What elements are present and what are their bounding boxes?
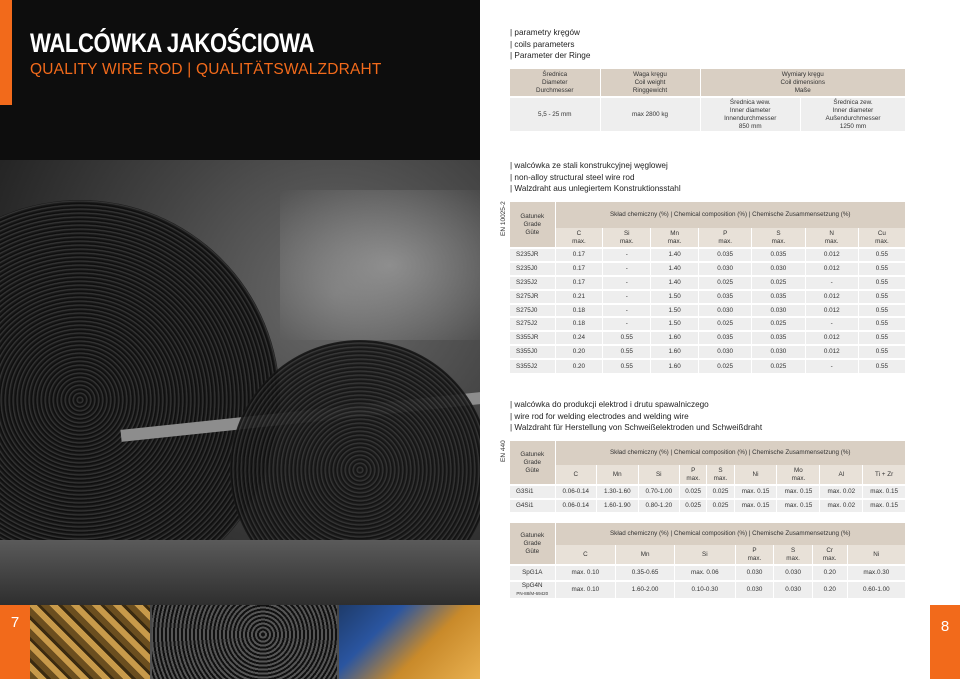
grade-cell: S275JR [510, 290, 555, 304]
outer-diameter: Średnica zew. Inner diameter Außendurchmesser 1250 mm [800, 97, 905, 131]
table-cell: 0.035 [699, 248, 752, 262]
title-panel [0, 0, 480, 160]
table-cell: 0.24 [555, 331, 603, 345]
table-cell: 0.025 [752, 317, 805, 331]
table-cell: 0.035 [752, 290, 805, 304]
column-header: Mn [597, 465, 639, 485]
table-cell: 0.17 [555, 262, 603, 276]
weight-value: max 2800 kg [600, 97, 700, 131]
column-header: P max. [680, 465, 707, 485]
table-cell: 0.012 [805, 345, 858, 359]
welding-wire-table [510, 441, 905, 512]
table-cell: max. 0.15 [734, 485, 777, 499]
column-header: Ni [847, 545, 905, 565]
table-cell: 0.025 [699, 317, 752, 331]
table-cell: 0.035 [699, 331, 752, 345]
table-cell: 0.012 [805, 262, 858, 276]
factory-photo [339, 605, 480, 679]
table-cell: - [805, 276, 858, 290]
table-cell: 0.025 [707, 499, 734, 513]
table-cell: 1.40 [651, 248, 699, 262]
column-header: C max. [555, 228, 603, 248]
grade-cell: SpG1A [510, 565, 555, 581]
page-number-left: 7 [10, 614, 20, 631]
table-cell: - [603, 317, 651, 331]
column-header: P max. [735, 545, 774, 565]
column-header: N max. [805, 228, 858, 248]
column-header: Si [674, 545, 735, 565]
standard-label-en440: EN 440 [500, 440, 507, 462]
screws-photo [30, 605, 150, 679]
coil-parameters-heading: | parametry kręgów | coils parameters | Parameter der Ringe [510, 27, 590, 62]
structural-steel-table [510, 202, 905, 373]
wire-closeup-photo [152, 605, 337, 679]
grade-cell: S355JR [510, 331, 555, 345]
page-subtitle: QUALITY WIRE ROD | QUALITÄTSWALZDRAHT [30, 61, 382, 78]
grade-cell: G3Si1 [510, 485, 555, 499]
table-row [510, 331, 905, 345]
table-row [510, 262, 905, 276]
welding-wire-heading: | walcówka do produkcji elektrod i drutu spawalniczego | wire rod for welding electrodes and welding wire | Walzdraht für Herstellung von Schweißelektroden und Schweißdraht [510, 399, 762, 434]
table-cell: 1.40 [651, 262, 699, 276]
table-cell: 0.55 [858, 304, 905, 318]
table-cell: 1.50 [651, 290, 699, 304]
composition-header: Skład chemiczny (%) | Chemical composition (%) | Chemische Zusammensetzung (%) [555, 441, 905, 465]
table-row [510, 499, 905, 513]
table-cell: 0.030 [699, 345, 752, 359]
table-cell: max. 0.02 [820, 485, 863, 499]
table-cell: 1.60 [651, 345, 699, 359]
table-cell: 0.55 [858, 290, 905, 304]
table-cell: max. 0.10 [555, 565, 616, 581]
table-cell: 0.025 [699, 359, 752, 373]
column-header: P max. [699, 228, 752, 248]
table-row [510, 359, 905, 373]
table-cell: 0.025 [752, 359, 805, 373]
table-cell: 0.17 [555, 276, 603, 290]
table-cell: 0.06-0.14 [555, 485, 597, 499]
table-cell: - [603, 276, 651, 290]
grade-cell: S235JR [510, 248, 555, 262]
table-cell: max. 0.02 [820, 499, 863, 513]
grade-cell: S235J2 [510, 276, 555, 290]
table-cell: 0.55 [858, 359, 905, 373]
table-cell: 1.60-1.90 [597, 499, 639, 513]
table-cell: max. 0.15 [734, 499, 777, 513]
table-cell: 0.030 [752, 262, 805, 276]
table-cell: max. 0.15 [863, 499, 905, 513]
grade-header: Gatunek Grade Güte [510, 523, 555, 565]
table-cell: 0.55 [858, 248, 905, 262]
grade-cell: G4Si1 [510, 499, 555, 513]
table-cell: 0.18 [555, 317, 603, 331]
table-cell: 0.030 [699, 262, 752, 276]
table-cell: max. 0.06 [674, 565, 735, 581]
table-cell: 1.60-2.00 [616, 581, 675, 598]
table-cell: 0.21 [555, 290, 603, 304]
column-header: Mn max. [651, 228, 699, 248]
table-cell: 0.55 [858, 262, 905, 276]
inner-diameter: Średnica wew. Inner diameter Innendurchmesser 850 mm [700, 97, 800, 131]
table-cell: 0.035 [752, 248, 805, 262]
column-header: C [555, 465, 597, 485]
table-cell: 0.030 [735, 581, 774, 598]
table-row [510, 317, 905, 331]
table-cell: - [603, 304, 651, 318]
table-cell: 1.40 [651, 276, 699, 290]
table-cell: 0.55 [603, 331, 651, 345]
column-header: Ni [734, 465, 777, 485]
table-cell: 1.30-1.60 [597, 485, 639, 499]
grade-cell: S355J2 [510, 359, 555, 373]
table-cell: max. 0.15 [863, 485, 905, 499]
spg-wire-table [510, 523, 905, 598]
accent-bar [0, 0, 12, 105]
table-cell: 1.50 [651, 304, 699, 318]
weight-header: Waga kręgu Coil weight Ringgewicht [600, 69, 700, 97]
table-cell: 0.025 [680, 499, 707, 513]
table-cell: 0.55 [603, 345, 651, 359]
table-cell: - [805, 317, 858, 331]
table-cell: 0.035 [752, 331, 805, 345]
grade-header: Gatunek Grade Güte [510, 202, 555, 248]
table-cell: 0.20 [812, 581, 847, 598]
table-cell: 0.60-1.00 [847, 581, 905, 598]
column-header: Ti + Zr [863, 465, 905, 485]
composition-header: Skład chemiczny (%) | Chemical composition (%) | Chemische Zusammensetzung (%) [555, 523, 905, 545]
diameter-header: Średnica Diameter Durchmesser [510, 69, 600, 97]
page-number-right: 8 [940, 618, 950, 635]
table-cell: 0.20 [555, 345, 603, 359]
coil-parameters-table [510, 69, 905, 131]
table-cell: 0.025 [680, 485, 707, 499]
dimensions-header: Wymiary kręgu Coil dimensions Maße [700, 69, 905, 97]
table-cell: 0.35-0.65 [616, 565, 675, 581]
column-header: Cu max. [858, 228, 905, 248]
table-cell: 0.030 [735, 565, 774, 581]
table-cell: 0.80-1.20 [638, 499, 680, 513]
table-cell: 1.60 [651, 331, 699, 345]
table-cell: 0.55 [603, 359, 651, 373]
column-header: S max. [707, 465, 734, 485]
table-cell: 0.030 [699, 304, 752, 318]
column-header: Si [638, 465, 680, 485]
column-header: S max. [752, 228, 805, 248]
table-cell: 0.20 [812, 565, 847, 581]
column-header: Mn [616, 545, 675, 565]
table-cell: max. 0.10 [555, 581, 616, 598]
structural-steel-heading: | walcówka ze stali konstrukcyjnej węglowej | non-alloy structural steel wire rod | Walzdraht aus unlegiertem Konstruktionsstahl [510, 160, 681, 195]
table-row [510, 304, 905, 318]
table-cell: - [805, 359, 858, 373]
grade-cell: S235J0 [510, 262, 555, 276]
column-header: Mo max. [777, 465, 820, 485]
table-row [510, 345, 905, 359]
table-cell: - [603, 248, 651, 262]
grade-cell: S275J2 [510, 317, 555, 331]
standard-label-en10025: EN 10025-2 [500, 201, 507, 236]
table-cell: 0.025 [752, 276, 805, 290]
table-row [510, 248, 905, 262]
table-cell: 0.06-0.14 [555, 499, 597, 513]
table-cell: 0.030 [752, 304, 805, 318]
table-row [510, 581, 905, 598]
table-cell: 1.50 [651, 317, 699, 331]
table-cell: - [603, 290, 651, 304]
table-row [510, 485, 905, 499]
grade-header: Gatunek Grade Güte [510, 441, 555, 485]
grade-cell: SpG4N PN-88/M-69420 [510, 581, 555, 598]
diameter-value: 5,5 - 25 mm [510, 97, 600, 131]
table-cell: max. 0.15 [777, 485, 820, 499]
table-cell: 1.60 [651, 359, 699, 373]
table-cell: 0.18 [555, 304, 603, 318]
table-cell: 0.030 [752, 345, 805, 359]
column-header: Si max. [603, 228, 651, 248]
table-cell: 0.55 [858, 276, 905, 290]
composition-header: Skład chemiczny (%) | Chemical composition (%) | Chemische Zusammensetzung (%) [555, 202, 905, 228]
grade-cell: S275J0 [510, 304, 555, 318]
table-cell: 0.10-0.30 [674, 581, 735, 598]
table-row [510, 290, 905, 304]
table-row [510, 565, 905, 581]
column-header: C [555, 545, 616, 565]
table-cell: 0.012 [805, 248, 858, 262]
table-row [510, 276, 905, 290]
bottom-photo-strip [0, 605, 480, 679]
table-cell: 0.025 [699, 276, 752, 290]
table-cell: max. 0.15 [777, 499, 820, 513]
table-cell: 0.025 [707, 485, 734, 499]
page-title: WALCÓWKA JAKOŚCIOWA [30, 28, 315, 58]
table-cell: 0.55 [858, 345, 905, 359]
table-cell: 0.55 [858, 317, 905, 331]
page-tab-right [930, 605, 960, 679]
table-cell: 0.55 [858, 331, 905, 345]
table-cell: 0.030 [774, 581, 813, 598]
wire-coil-photo [0, 160, 480, 605]
table-cell: 0.012 [805, 290, 858, 304]
grade-cell: S355J0 [510, 345, 555, 359]
table-cell: 0.20 [555, 359, 603, 373]
table-cell: 0.012 [805, 304, 858, 318]
table-cell: 0.17 [555, 248, 603, 262]
table-cell: - [603, 262, 651, 276]
table-cell: 0.012 [805, 331, 858, 345]
table-cell: 0.035 [699, 290, 752, 304]
table-cell: 0.030 [774, 565, 813, 581]
column-header: Cr max. [812, 545, 847, 565]
column-header: Al [820, 465, 863, 485]
column-header: S max. [774, 545, 813, 565]
table-cell: 0.70-1.00 [638, 485, 680, 499]
table-cell: max.0.30 [847, 565, 905, 581]
